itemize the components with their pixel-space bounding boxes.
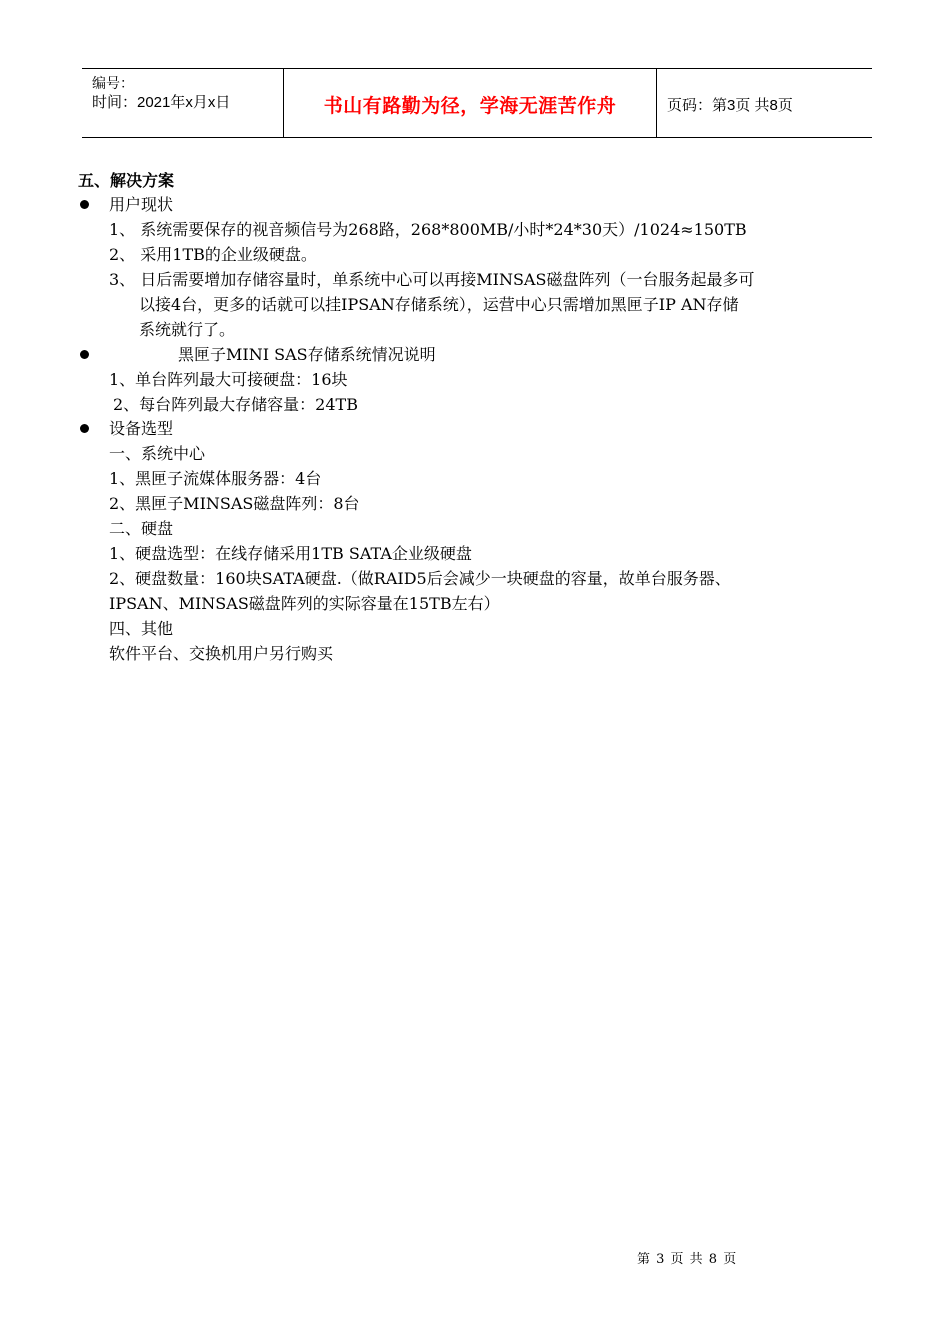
document-number-label: 编号： xyxy=(92,75,134,91)
user-status-item-3-cont: 以接4台，更多的话就可以挂IPSAN存储系统），运营中心只需增加黑匣子IP AN存储 xyxy=(139,295,739,314)
bullet-icon xyxy=(80,200,89,209)
storage-item-1: 1、单台阵列最大可接硬盘：16块 xyxy=(109,370,348,389)
section-title: 五、解决方案 xyxy=(78,171,175,190)
user-status-item-2: 2、 采用1TB的企业级硬盘。 xyxy=(109,245,317,264)
footer-page-number: 第 3 页 共 8 页 xyxy=(637,1252,738,1267)
user-status-item-1: 1、 系统需要保存的视音频信号为268路，268*800MB/小时*24*30天）/1024≈150TB xyxy=(109,220,747,239)
bullet-icon xyxy=(80,424,89,433)
equipment-sub-1: 一、系统中心 xyxy=(109,444,206,463)
equipment-sub-1-item-1: 1、黑匣子流媒体服务器：4台 xyxy=(109,469,322,488)
equipment-sub-1-item-2: 2、黑匣子MINSAS磁盘阵列：8台 xyxy=(109,494,360,513)
bullet-icon xyxy=(80,350,89,359)
bullet-title-equipment: 设备选型 xyxy=(109,419,174,438)
bullet-title-storage: 黑匣子MINI SAS存储系统情况说明 xyxy=(178,345,436,364)
equipment-sub-4: 四、其他 xyxy=(109,619,174,638)
equipment-sub-2: 二、硬盘 xyxy=(109,519,174,538)
header-meta-cell xyxy=(82,69,282,137)
equipment-sub-2-item-2-cont: IPSAN、MINSAS磁盘阵列的实际容量在15TB左右） xyxy=(109,594,500,613)
storage-item-2: 2、每台阵列最大存储容量：24TB xyxy=(113,395,358,414)
document-date: 时间：2021年x月x日 xyxy=(92,94,231,111)
equipment-sub-2-item-2: 2、硬盘数量：160块SATA硬盘.（做RAID5后会减少一块硬盘的容量，故单台服务器、 xyxy=(109,569,731,588)
bullet-title-user-status: 用户现状 xyxy=(109,195,174,214)
header-page-info: 页码：第3页 共8页 xyxy=(667,97,793,114)
user-status-item-3-cont2: 系统就行了。 xyxy=(139,320,236,339)
equipment-sub-2-item-1: 1、硬盘选型：在线存储采用1TB SATA企业级硬盘 xyxy=(109,544,472,563)
header-motto: 书山有路勤为径，学海无涯苦作舟 xyxy=(323,95,617,117)
header-table xyxy=(82,68,872,138)
equipment-sub-4-item-1: 软件平台、交换机用户另行购买 xyxy=(109,644,334,663)
header-motto-cell xyxy=(283,69,657,137)
user-status-item-3: 3、 日后需要增加存储容量时，单系统中心可以再接MINSAS磁盘阵列（一台服务起最多可 xyxy=(109,270,755,289)
header-page-cell xyxy=(657,69,872,137)
